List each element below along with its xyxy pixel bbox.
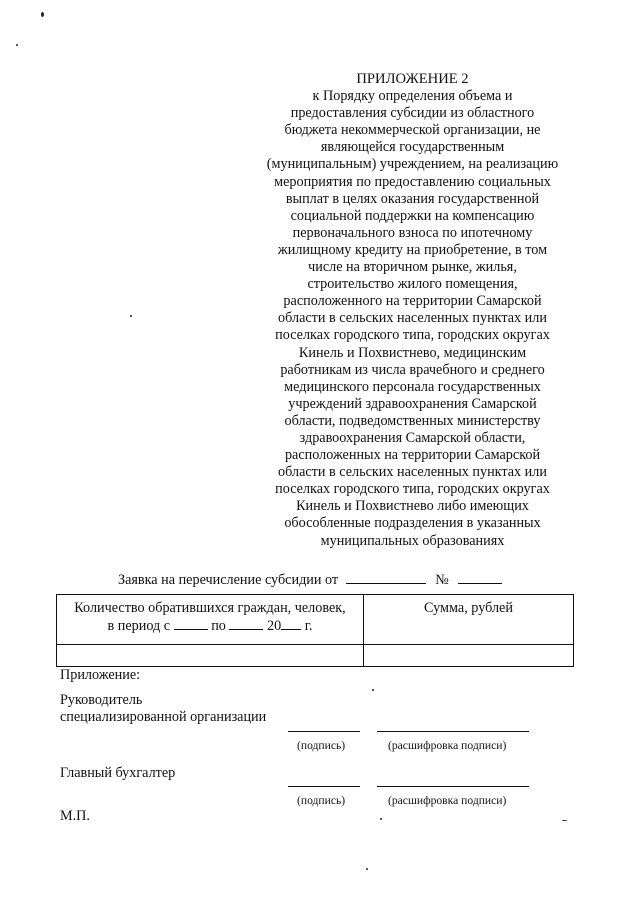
- appendix-description-line: поселках городского типа, городских округах: [275, 327, 550, 344]
- head-transcript-line[interactable]: [377, 731, 529, 732]
- scan-speck: [41, 12, 44, 17]
- amount-label: Сумма, рублей: [424, 600, 513, 616]
- appendix-description-line: мероприятия по предоставлению социальных: [274, 173, 551, 190]
- request-number-field[interactable]: [458, 571, 502, 584]
- appendix-description: [255, 88, 570, 550]
- request-text: Заявка на перечисление субсидии от: [118, 572, 339, 588]
- head-signature-caption: (подпись): [297, 739, 346, 752]
- scan-speck: [130, 315, 132, 317]
- table-header-amount: [364, 595, 574, 645]
- appendix-description-line: Кинель и Похвистнево либо имеющих: [296, 498, 529, 515]
- period-to-field[interactable]: [229, 617, 263, 630]
- appendix-description-line: области в сельских населенных пунктах или: [278, 310, 547, 327]
- scan-speck: [366, 868, 368, 870]
- table-header-row: [57, 595, 574, 645]
- accountant-signature-caption: (подпись): [297, 794, 346, 807]
- appendix-description-line: социальной поддержки на компенсацию: [290, 207, 535, 224]
- scan-speck: [562, 820, 567, 821]
- appendix-description-line: учреждений здравоохранения Самарской: [288, 395, 537, 412]
- appendix-description-line: бюджета некоммерческой организации, не: [284, 122, 541, 139]
- appendix-description-line: являющейся государственным: [320, 139, 505, 156]
- appendix-header: [255, 71, 570, 550]
- citizens-count-label: Количество обратившихся граждан, человек,: [74, 600, 346, 616]
- period-to-label: по: [211, 618, 226, 634]
- accountant-signature-line[interactable]: [288, 786, 360, 787]
- accountant-label: Главный бухгалтер: [60, 765, 176, 781]
- appendix-description-line: (муниципальным) учреждением, на реализацию: [266, 156, 559, 173]
- appendix-description-line: жилищному кредиту на приобретение, в том: [277, 241, 548, 258]
- appendix-description-line: строительство жилого помещения,: [307, 276, 518, 293]
- head-label-line2: специализированной организации: [60, 709, 267, 725]
- appendix-description-line: Кинель и Похвистнево, медицинским: [298, 344, 527, 361]
- table-row: [57, 645, 574, 667]
- appendix-description-line: поселках городского типа, городских округах: [275, 481, 550, 498]
- appendix-description-line: области в сельских населенных пунктах или: [278, 464, 547, 481]
- stamp-label: М.П.: [60, 808, 90, 824]
- scan-speck: [16, 44, 18, 46]
- period-from-field[interactable]: [174, 617, 208, 630]
- accountant-transcript-caption: (расшифровка подписи): [388, 794, 507, 807]
- accountant-transcript-line[interactable]: [377, 786, 529, 787]
- attachment-label: Приложение:: [60, 667, 141, 683]
- appendix-description-line: медицинского персонала государственных: [284, 378, 541, 395]
- appendix-description-line: обособленные подразделения в указанных: [284, 515, 541, 532]
- appendix-description-line: выплат в целях оказания государственной: [285, 190, 540, 207]
- table-header-citizens: [57, 595, 364, 645]
- year-field[interactable]: [281, 617, 301, 630]
- appendix-description-line: муниципальных образованиях: [320, 532, 505, 549]
- subsidy-table: [56, 594, 574, 667]
- appendix-description-line: предоставления субсидии из областного: [290, 105, 535, 122]
- request-line: [118, 571, 502, 589]
- appendix-title: ПРИЛОЖЕНИЕ 2: [356, 71, 469, 87]
- appendix-description-line: работникам из числа врачебного и среднего: [280, 361, 545, 378]
- number-sign: №: [435, 572, 449, 588]
- head-signature-line[interactable]: [288, 731, 360, 732]
- appendix-description-line: здравоохранения Самарской области,: [299, 429, 526, 446]
- scan-speck: [372, 689, 374, 691]
- year-prefix: 20: [266, 618, 282, 634]
- head-transcript-caption: (расшифровка подписи): [388, 739, 507, 752]
- appendix-description-line: расположенных на территории Самарской: [284, 447, 541, 464]
- appendix-description-line: расположенного на территории Самарской: [283, 293, 542, 310]
- head-label-line1: Руководитель: [60, 692, 143, 708]
- appendix-description-line: к Порядку определения объема и: [312, 88, 513, 105]
- scan-speck: [380, 818, 382, 820]
- amount-cell[interactable]: [364, 645, 574, 667]
- request-date-field[interactable]: [346, 571, 426, 584]
- citizens-count-cell[interactable]: [57, 645, 364, 667]
- period-from-label: в период с: [107, 618, 171, 634]
- year-suffix: г.: [304, 618, 313, 634]
- appendix-description-line: области, подведомственных министерству: [284, 412, 541, 429]
- appendix-description-line: первоначального взноса по ипотечному: [292, 224, 533, 241]
- appendix-description-line: числе на вторичном рынке, жилья,: [308, 259, 517, 276]
